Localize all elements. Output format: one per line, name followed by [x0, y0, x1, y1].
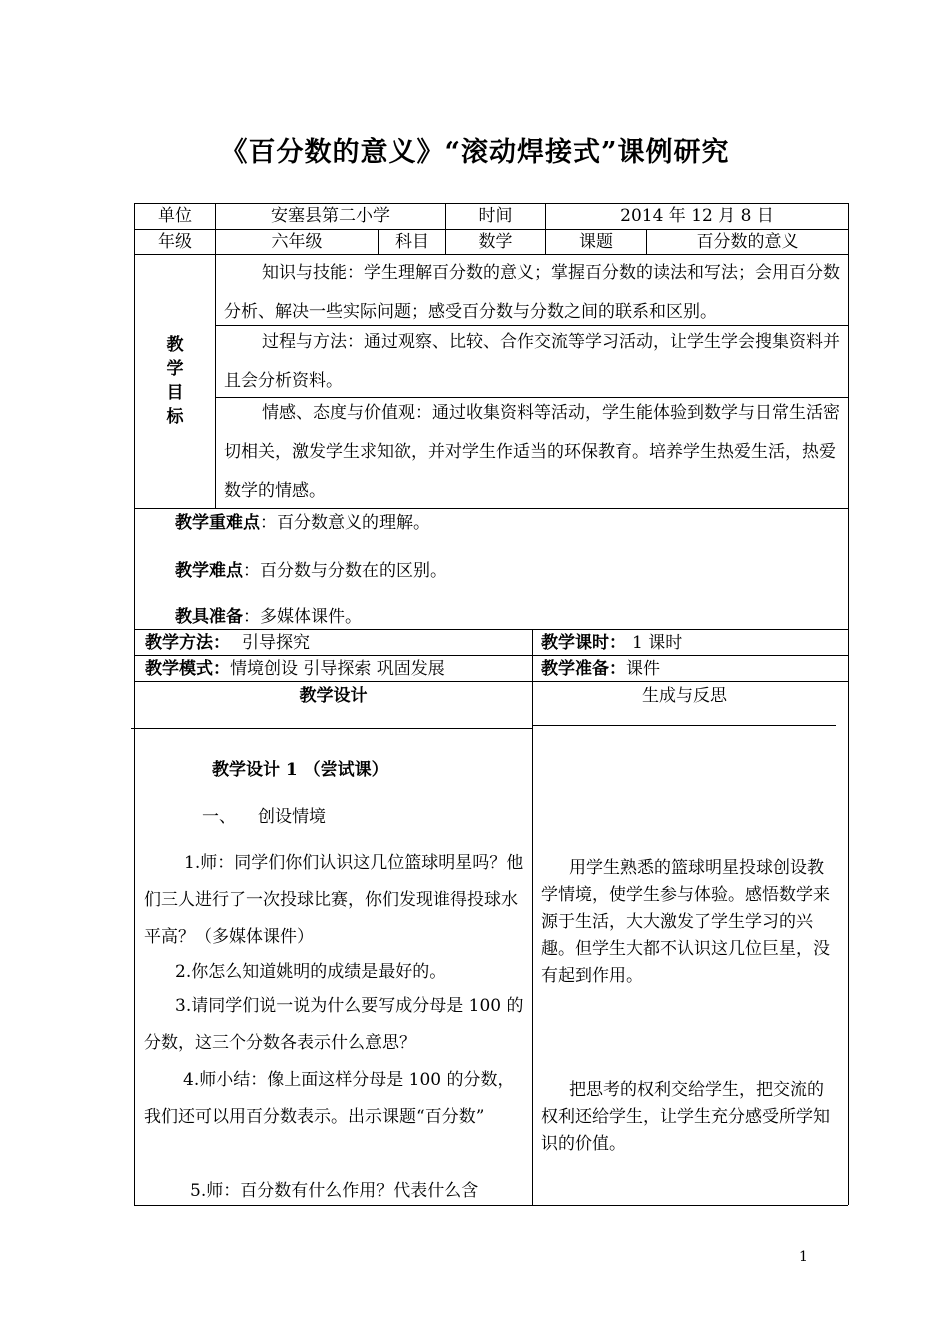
teaching-focus: 教学重难点：百分数意义的理解。 [175, 513, 430, 533]
unit-label: 单位 [158, 206, 192, 226]
column-reflection: 生成与反思 [642, 686, 727, 706]
section-number: 一、 [202, 807, 236, 827]
page-number: 1 [799, 1249, 808, 1265]
unit-value: 安塞县第二小学 [271, 206, 390, 226]
objectives-label: 教 学 目 标 [166, 335, 184, 427]
teaching-mode: 教学模式：情境创设 引导探索 巩固发展 [145, 659, 445, 679]
teaching-difficulty: 教学难点：百分数与分数在的区别。 [175, 561, 447, 581]
design-item-3: 3.请同学们说一说为什么要写成分母是 100 的分数，这三个分数各表示什么意思？ [144, 996, 524, 1053]
subject-value: 数学 [478, 232, 513, 252]
reflection-1: 用学生熟悉的篮球明星投球创设教学情境，使学生参与体验。感悟数学来源于生活，大大激发了学生学习的兴趣。但学生大都不认识这几位巨星，没有起到作用。 [541, 858, 830, 986]
teaching-tools: 教具准备：多媒体课件。 [175, 607, 362, 627]
section-title: 创设情境 [258, 807, 326, 827]
time-value: 2014 年 12 月 8 日 [620, 206, 774, 226]
teaching-method: 教学方法： 引导探究 [145, 633, 310, 653]
teaching-prep: 教学准备：课件 [541, 659, 660, 679]
subject-label: 科目 [395, 232, 429, 252]
objective-knowledge: 知识与技能：学生理解百分数的意义；掌握百分数的读法和写法；会用百分数分析、解决一些实际问题；感受百分数与分数之间的联系和区别。 [224, 263, 840, 322]
column-design: 教学设计 [299, 686, 368, 706]
grade-label: 年级 [158, 232, 192, 252]
time-label: 时间 [478, 206, 513, 226]
objective-process: 过程与方法：通过观察、比较、合作交流等学习活动，让学生学会搜集资料并且会分析资料。 [224, 332, 840, 391]
design-heading: 教学设计 1 （尝试课） [212, 760, 389, 780]
teaching-hours: 教学课时： 1 课时 [541, 633, 683, 653]
grade-value: 六年级 [271, 232, 323, 252]
reflection-2: 把思考的权利交给学生，把交流的权利还给学生，让学生充分感受所学知识的价值。 [541, 1080, 830, 1154]
objective-emotion: 情感、态度与价值观：通过收集资料等活动，学生能体验到数学与日常生活密切相关，激发学生求知欲，并对学生作适当的环保教育。培养学生热爱生活，热爱数学的情感。 [224, 403, 840, 501]
document-title: 《百分数的意义》“滚动焊接式”课例研究 [220, 137, 730, 168]
topic-label: 课题 [579, 232, 613, 252]
design-item-1: 1.师：同学们你们认识这几位篮球明星吗？他们三人进行了一次投球比赛，你们发现谁得投球水平高？（多媒体课件） [144, 853, 524, 947]
design-item-2: 2.你怎么知道姚明的成绩是最好的。 [175, 962, 447, 982]
design-item-5: 5.师：百分数有什么作用？代表什么含 [190, 1181, 479, 1201]
design-item-4: 4.师小结：像上面这样分母是 100 的分数，我们还可以用百分数表示。出示课题“百分数” [144, 1070, 515, 1127]
topic-value: 百分数的意义 [696, 232, 799, 252]
